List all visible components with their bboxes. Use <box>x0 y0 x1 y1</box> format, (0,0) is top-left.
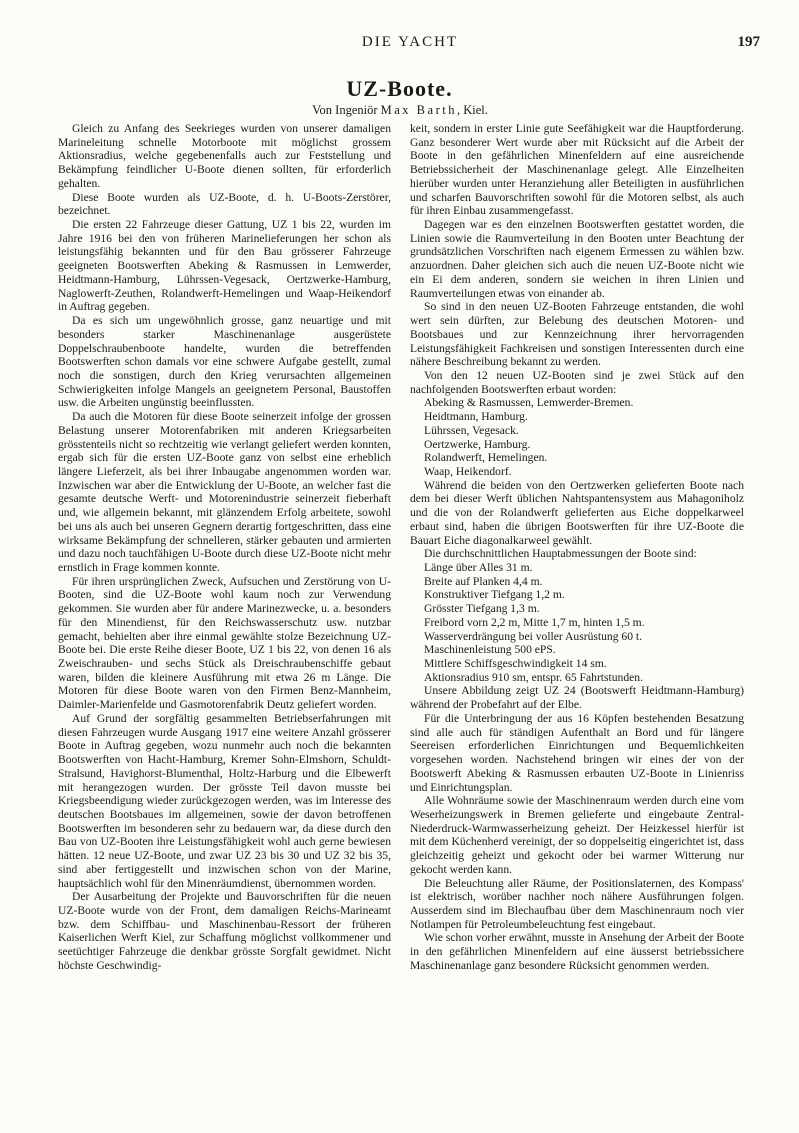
paragraph: Da auch die Motoren für diese Boote seinerzeit infolge der grossen Belastung unserer Motorenfabriken mit anderen Kriegsarbeiten grösstenteils nicht so rechtzeitig wie verlangt geliefert werden konnten, ergab sich für die ersten UZ-Boote ganz von selbst eine erheblich längere Lieferzeit, als bei ihrer Inbaugabe angenommen worden war. Inzwischen war aber die Entwicklung der U-Boote, an welcher fast die gesamte deutsche Werft- und Motorenindustrie seinerzeit fieberhaft und, wie allgemein bekannt, mit glänzendem Erfolg arbeitete, sowohl bei uns als auch bei unseren Gegnern derartig fortgeschritten, dass eine wirksame Bekämpfung der schnelleren, stärker gebauten und armierten und dazu noch tauchfähigen U-Boote durch diese UZ-Boote nicht mehr ernstlich in Frage kommen konnte. <box>58 410 391 574</box>
paragraph: Auf Grund der sorgfältig gesammelten Betriebserfahrungen mit diesen Fahrzeugen wurde Ausgang 1917 eine weitere Anzahl grösserer Boote in Auftrag gegeben, wozu nunmehr auch noch die bekannten Bootswerften von Hacht-Hamburg, Kremer Sohn-Elmshorn, Schuldt-Stralsund, Havighorst-Blumenthal, Holtz-Harburg und die Elbewerft mit herangezogen wurden. Der grösste Teil davon musste bei Kriegsbeendigung wieder zurückgezogen werden, was im Interesse des deutschen Bootsbaues im allgemeinen, sowie der davon betroffenen Bootswerften im besonderen sehr zu bedauern war, da diese durch den Bau von UZ-Booten ihre Leistungsfähigkeit wohl auch gerne bewiesen hätten. 12 neue UZ-Boote, und zwar UZ 23 bis 30 und UZ 32 bis 35, sind aber fertiggestellt und inzwischen schon von der Marine, hauptsächlich wohl für den Minenräumdienst, übernommen worden. <box>58 711 391 890</box>
paragraph: keit, sondern in erster Linie gute Seefähigkeit war die Hauptforderung. Ganz besonderer Wert wurde aber mit Rücksicht auf die Arbeit der Boote in den gefährlichen Minenfeldern auf eine ausreichende Betriebssicherheit der Maschinenanlage gelegt. Alle Einzelheiten hierüber wurden unter Heranziehung aller Beteiligten in ausführlichen und scharfen Bauvorschriften sowohl für die Motoren selbst, als auch für ihren Einbau zusammengefasst. <box>410 122 744 218</box>
shipyard-item: Heidtmann, Hamburg. <box>424 410 528 424</box>
dimension-item: Maschinenleistung 500 ePS. <box>424 643 556 657</box>
dimension-item: Freibord vorn 2,2 m, Mitte 1,7 m, hinten 1,5 m. <box>424 615 645 629</box>
paragraph: Während die beiden von den Oertzwerken gelieferten Boote nach dem bei dieser Werft üblichen Nahtspantensystem aus Mahagoniholz und die von der Rolandwerft gelieferten aus Eiche doppelkarweel erbaut sind, haben die übrigen Bootswerften für ihre UZ-Boote die Bauart Eiche diagonalkarweel gewählt. <box>410 478 744 547</box>
byline-prefix: Von Ingeniör <box>312 103 381 117</box>
paragraph: Dagegen war es den einzelnen Bootswerften gestattet worden, die Linien sowie die Raumverteilung in den Booten unter Beachtung der grundsätzlichen Vorschriften nach eigenem Ermessen zu wählen bzw. anzuordnen. Daher gleichen sich auch die neuen UZ-Boote nicht wie ein Ei dem anderen, sondern sie weichen in ihren Linien und Raumverteilungen etwas von einander ab. <box>410 218 744 300</box>
paragraph: Da es sich um ungewöhnlich grosse, ganz neuartige und mit besonders starker Maschinenanlage ausgerüstete Doppelschraubenboote handelte, wurden die betreffenden Bootswerften schon damals vor eine schwere Aufgabe gestellt, zumal noch die sonstigen, durch den Krieg verursachten allgemeinen Schwierigkeiten infolge Mangels an geeignetem Personal, Baustoffen usw. die Arbeiten ungünstig beeinflussten. <box>58 314 391 410</box>
article-title: UZ-Boote. <box>346 76 453 101</box>
paragraph: Die ersten 22 Fahrzeuge dieser Gattung, UZ 1 bis 22, wurden im Jahre 1916 bei den von früheren Marinelieferungen her schon als leistungsfähig bekannten und für den Bau grösserer Fahrzeuge geeigneten Bootswerften Abeking & Rasmussen in Lemwerder, Heidtmann-Hamburg, Lührssen-Vegesack, Oertzwerke-Hamburg, Naglowerft-Zeuthen, Rolandwerft-Hemelingen und Waap-Heikendorf in Auftrag gegeben. <box>58 218 391 314</box>
shipyard-item: Lührssen, Vegesack. <box>424 423 519 437</box>
dimensions-intro: Die durchschnittlichen Hauptabmessungen der Boote sind: <box>424 547 697 561</box>
paragraph: Diese Boote wurden als UZ-Boote, d. h. U-Boots-Zerstörer, bezeichnet. <box>58 190 391 218</box>
paragraph: Für ihren ursprünglichen Zweck, Aufsuchen und Zerstörung von U-Booten, sind die UZ-Boote wohl kaum noch zur Verwendung gekommen. Sie wurden aber für andere Marinezwecke, u. a. besonders für den Minendienst, für den Reichswasserschutz usw. nutzbar gemacht, behielten aber ihre einmal gewählte stolze Bezeichnung UZ-Boote bei. Die erste Reihe dieser Boote, UZ 1 bis 22, von denen 16 als Zweischrauben- und sechs Stück als Dreischraubenschiffe gebaut waren, bilden die kleinere Ausführung mit etwa 26 m Länge. Die Motoren für diese Boote waren von den Firmen Benz-Mannheim, Daimler-Marienfelde und Gasmotorenfabrik Deutz geliefert worden. <box>58 574 391 712</box>
paragraph: Alle Wohnräume sowie der Maschinenraum werden durch eine vom Weserheizungswerk in Bremen gelieferte und eingebaute Zentral-Niederdruck-Warmwasserheizung geheizt. Der Heizkessel hierfür ist mit dem Küchenherd vereinigt, der so doppelseitig eingerichtet ist, dass gleichzeitig geheizt und gekocht oder bei warmer Witterung nur gekocht werden kann. <box>410 794 744 876</box>
shipyard-item: Rolandwerft, Hemelingen. <box>424 451 548 465</box>
paragraph: Für die Unterbringung der aus 16 Köpfen bestehenden Besatzung sind alle auch für ständigen Aufenthalt an Bord und für längere Seereisen erforderlichen Einrichtungen und Bequemlichkeiten vorgesehen worden. Nachstehend bringen wir eines der von der Bootswerft Abeking & Rasmussen erbauten UZ-Boote in Linienriss und Einrichtungsplan. <box>410 711 744 794</box>
dimension-item: Länge über Alles 31 m. <box>424 561 533 574</box>
paragraph: Wie schon vorher erwähnt, musste in Ansehung der Arbeit der Boote in den gefährlichen Minenfeldern auf eine äusserst betriebssichere Maschinenanlage ganz besondere Rücksicht genommen werden. <box>410 931 744 972</box>
paragraph: Von den 12 neuen UZ-Booten sind je zwei Stück auf den nachfolgenden Bootswerften erbaut worden: <box>410 368 744 396</box>
dimension-item: Mittlere Schiffsgeschwindigkeit 14 sm. <box>424 657 607 671</box>
dimension-item: Breite auf Planken 4,4 m. <box>424 574 543 588</box>
shipyard-item: Abeking & Rasmussen, Lemwerder-Bremen. <box>424 396 634 410</box>
running-title: DIE YACHT <box>361 34 459 50</box>
dimension-item: Grösster Tiefgang 1,3 m. <box>424 602 540 616</box>
left-column <box>58 122 391 973</box>
running-head <box>60 34 760 54</box>
shipyard-list <box>410 396 744 478</box>
byline-author: Max Barth <box>380 103 457 117</box>
paragraph: Der Ausarbeitung der Projekte und Bauvorschriften für die neuen UZ-Boote wurde von der Front, dem damaligen Reichs-Marineamt bzw. dem Schiffbau- und Maschinenbau-Ressort der früheren Kaiserlichen Werft Kiel, zur Schaffung möglichst vollkommener und seetüchtiger Fahrzeuge die denkbar grösste Sorgfalt gewidmet. Nicht höchste Geschwindig- <box>58 890 391 972</box>
dimension-item: Aktionsradius 910 sm, entspr. 65 Fahrtstunden. <box>424 670 643 684</box>
paragraph: Gleich zu Anfang des Seekrieges wurden von unserer damaligen Marineleitung schnelle Motorboote mit möglichst grossem Aktionsradius, welche gegebenenfalls auch zur Feststellung und Bekämpfung feindlicher U-Boote dienen sollten, für erforderlich gehalten. <box>58 122 391 190</box>
dimension-item: Konstruktiver Tiefgang 1,2 m. <box>424 588 565 602</box>
right-column <box>410 122 744 973</box>
shipyard-item: Waap, Heikendorf. <box>424 464 512 478</box>
shipyard-item: Oertzwerke, Hamburg. <box>424 437 531 451</box>
byline <box>90 103 710 118</box>
dimension-item: Wasserverdrängung bei voller Ausrüstung 60 t. <box>424 629 643 643</box>
dimensions-list <box>410 561 744 684</box>
paragraph: Die Beleuchtung aller Räume, der Positionslaternen, des Kompass' ist elektrisch, worüber nachher noch nähere Ausführungen folgen. Ausserdem sind im Blechaufbau über dem Maschinenraum noch vier Notlampen für Petroleumbeleuchtung fest eingebaut. <box>410 876 744 931</box>
page-number: 197 <box>737 34 760 50</box>
paragraph: Unsere Abbildung zeigt UZ 24 (Bootswerft Heidtmann-Hamburg) während der Probefahrt auf der Elbe. <box>410 684 744 712</box>
byline-suffix: , Kiel. <box>456 103 488 117</box>
paragraph: So sind in den neuen UZ-Booten Fahrzeuge entstanden, die wohl wert sein dürften, zur Belebung des deutschen Motoren- und Bootsbaues und zur Kennzeichnung ihrer hervorragenden Leistungsfähigkeit Fachkreisen und sonstigen Interessenten durch eine nähere Beschreibung bekannt zu werden. <box>410 300 744 369</box>
